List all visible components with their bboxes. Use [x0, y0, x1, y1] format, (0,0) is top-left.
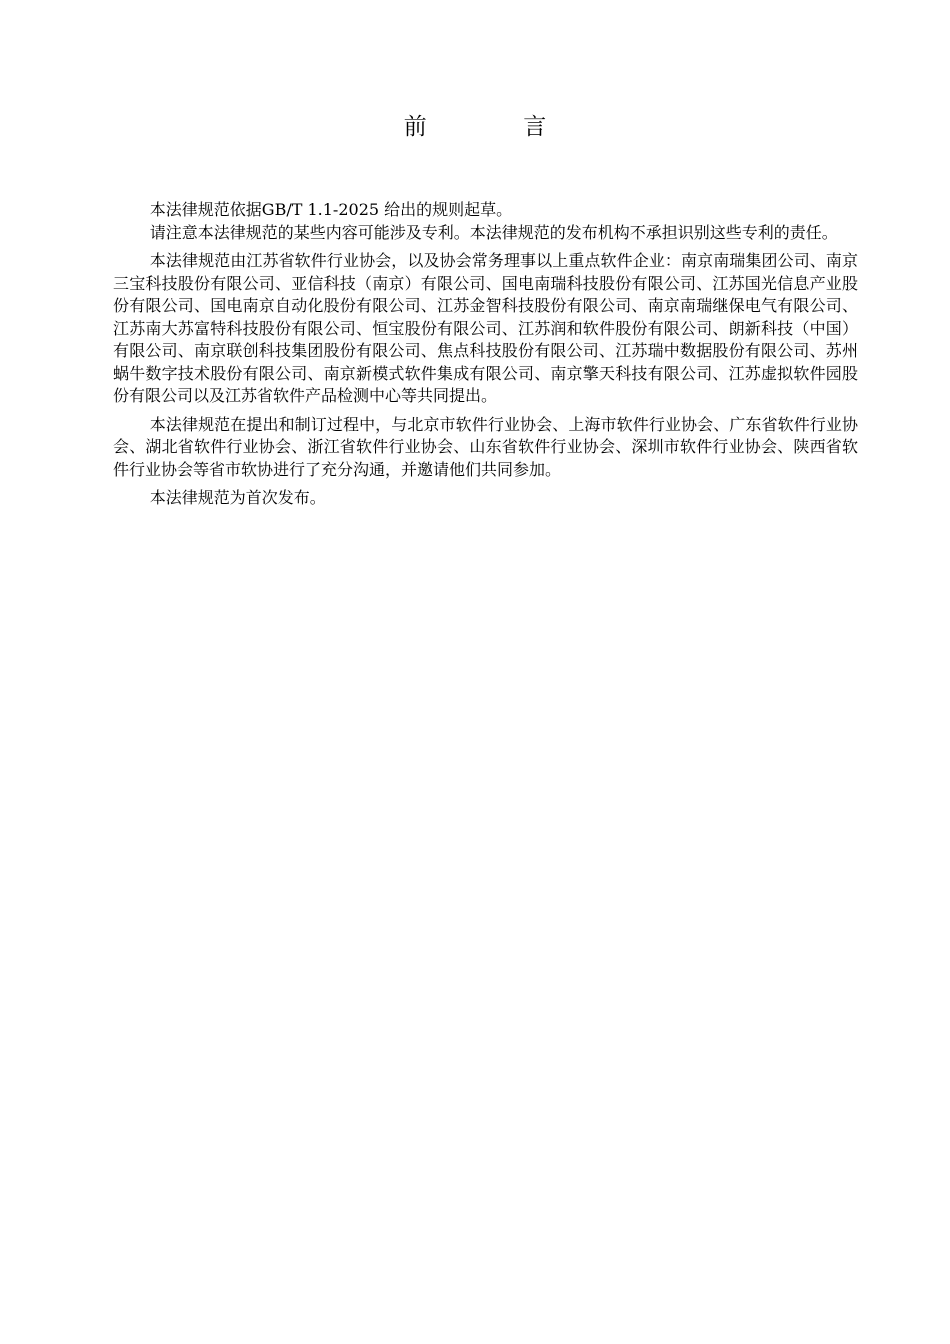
paragraph-consultation: 本法律规范在提出和制订过程中，与北京市软件行业协会、上海市软件行业协会、广东省软件行业协会、湖北省软件行业协会、浙江省软件行业协会、山东省软件行业协会、深圳市软件行业协会、陕西省软件行业协会等省市软协进行了充分沟通，并邀请他们共同参加。 [113, 414, 858, 479]
paragraph-first-release: 本法律规范为首次发布。 [149, 488, 326, 507]
paragraph-proposers: 本法律规范由江苏省软件行业协会，以及协会常务理事以上重点软件企业：南京南瑞集团公司、南京三宝科技股份有限公司、亚信科技（南京）有限公司、国电南瑞科技股份有限公司、江苏国光信息产业股份有限公司、国电南京自动化股份有限公司、江苏金智科技股份有限公司、南京南瑞继保电气有限公司、江苏南大苏富特科技股份有限公司、恒宝股份有限公司、江苏润和软件股份有限公司、朗新科技（中国）有限公司、南京联创科技集团股份有限公司、焦点科技股份有限公司、江苏瑞中数据股份有限公司、苏州蜗牛数字技术股份有限公司、南京新模式软件集成有限公司、南京擎天科技有限公司、江苏虚拟软件园股份有限公司以及江苏省软件产品检测中心等共同提出。 [113, 251, 858, 405]
foreword-body [113, 199, 858, 510]
paragraph-patent-notice: 请注意本法律规范的某些内容可能涉及专利。本法律规范的发布机构不承担识别这些专利的责任。 [149, 222, 838, 242]
paragraph-drafting-rules: 本法律规范依据GB/T 1.1-2025 给出的规则起草。 [149, 200, 513, 219]
page-title: 前 言 [403, 114, 584, 140]
